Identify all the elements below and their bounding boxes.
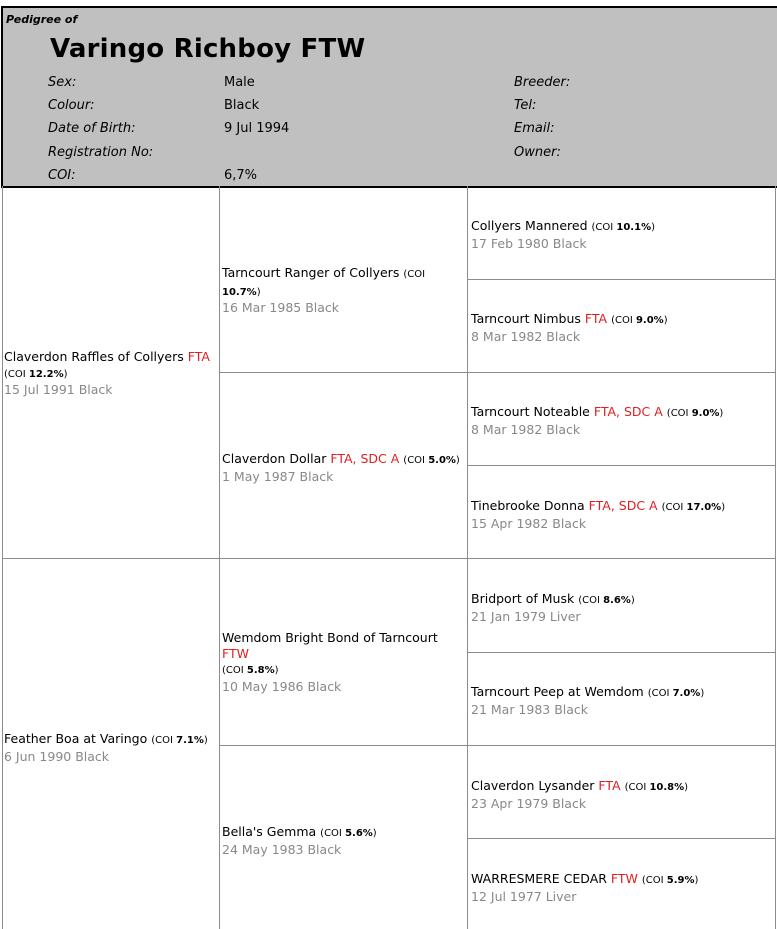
coi-percent: 8.6%: [603, 595, 631, 606]
tel-label: Tel:: [514, 98, 537, 113]
grid-line: [467, 465, 776, 466]
dob-colour: 10 May 1986 Black: [222, 678, 342, 694]
pedigree-entry-great-grandparent[interactable]: [471, 778, 773, 811]
dog-titles: FTA: [187, 349, 210, 364]
coi-prefix: (COI: [222, 665, 247, 676]
coi-percent: 9.0%: [635, 315, 664, 326]
pedigree-entry-grandparent[interactable]: [222, 265, 465, 316]
coi-info: [611, 315, 668, 326]
coi-prefix: (COI: [403, 455, 429, 466]
dog-name: Bella's Gemma: [222, 824, 317, 839]
dog-name-title: Varingo Richboy FTW: [50, 34, 366, 64]
pedigree-entry-great-grandparent[interactable]: [471, 871, 773, 904]
dob-colour: 24 May 1983 Black: [222, 841, 342, 857]
coi-prefix: (COI: [661, 502, 687, 513]
breeder-label: Breeder:: [514, 75, 571, 90]
dob-colour: 1 May 1987 Black: [222, 468, 334, 484]
coi-percent: 10.7%: [222, 286, 257, 298]
dob-colour: 8 Mar 1982 Black: [471, 421, 581, 437]
coi-suffix: ): [256, 286, 261, 298]
grid-line: [467, 279, 776, 280]
pedigree-entry-grandparent[interactable]: [222, 630, 465, 694]
dob-colour: 15 Apr 1982 Black: [471, 515, 587, 531]
dog-name: Bridport of Musk: [471, 591, 575, 606]
pedigree-entry-great-grandparent[interactable]: [471, 684, 773, 717]
pedigree-entry-great-grandparent[interactable]: [471, 404, 773, 437]
dog-titles: FTA, SDC A: [593, 404, 663, 419]
dob-colour: 16 Mar 1985 Black: [222, 300, 340, 315]
dob-colour: 21 Mar 1983 Black: [471, 701, 589, 717]
dog-titles: FTW: [610, 871, 638, 886]
coi-info: [662, 502, 726, 513]
coi-info: [4, 369, 68, 380]
sex-value: Male: [224, 75, 255, 90]
pedigree-entry-great-grandparent[interactable]: [471, 591, 773, 624]
grid-line: [2, 558, 776, 559]
dob-colour: 17 Feb 1980 Black: [471, 235, 587, 251]
coi-suffix: ): [372, 828, 377, 839]
coi-prefix: (COI: [624, 782, 650, 793]
pedigree-entry-grandparent[interactable]: [222, 824, 465, 857]
pedigree-entry-great-grandparent[interactable]: [471, 498, 773, 531]
colour-value: Black: [224, 98, 260, 113]
pedigree-header: [1, 6, 777, 188]
dob-colour: 6 Jun 1990 Black: [4, 748, 110, 764]
dog-titles: FTA: [584, 311, 608, 326]
grid-line: [467, 652, 776, 653]
coi-percent: 7.1%: [176, 735, 204, 746]
coi-prefix: (COI: [647, 688, 673, 699]
dob-colour: 21 Jan 1979 Liver: [471, 608, 581, 624]
coi-info: [642, 875, 699, 886]
coi-suffix: ): [455, 455, 460, 466]
coi-label: COI:: [48, 168, 76, 183]
sex-label: Sex:: [48, 75, 77, 90]
grid-line: [467, 838, 776, 839]
coi-percent: 7.0%: [672, 688, 701, 699]
coi-info: [222, 665, 279, 676]
dog-titles: FTW: [222, 645, 249, 661]
pedigree-entry-grandparent[interactable]: [222, 451, 465, 484]
dog-name: Tarncourt Ranger of Collyers: [222, 265, 400, 280]
coi-suffix: ): [663, 315, 668, 326]
dog-name: Tarncourt Peep at Wemdom: [471, 684, 644, 699]
pedigree-entry-dam[interactable]: [4, 731, 216, 764]
pedigree-entry-great-grandparent[interactable]: [471, 218, 773, 251]
coi-info: [667, 408, 724, 419]
coi-percent: 10.8%: [649, 782, 685, 793]
owner-label: Owner:: [514, 145, 561, 160]
coi-prefix: (COI: [4, 368, 29, 380]
coi-info: [320, 828, 377, 839]
coi-suffix: ): [721, 502, 726, 513]
dog-titles: FTA: [598, 778, 621, 793]
coi-suffix: ): [719, 408, 724, 419]
dog-name: Collyers Mannered: [471, 218, 588, 233]
dog-name: Feather Boa at Varingo: [4, 731, 148, 746]
coi-prefix: (COI: [611, 315, 636, 326]
header-caption: Pedigree of: [6, 13, 78, 26]
dog-name: Claverdon Dollar: [222, 451, 327, 466]
dog-name: Claverdon Raffles of Collyers: [4, 349, 184, 364]
registration-label: Registration No:: [48, 145, 154, 160]
dog-name: Tarncourt Nimbus: [471, 311, 581, 326]
coi-info: [625, 782, 689, 793]
grid-line: [219, 372, 776, 373]
dob-colour: 8 Mar 1982 Black: [471, 328, 581, 344]
coi-prefix: (COI: [591, 222, 617, 233]
coi-suffix: ): [203, 735, 208, 746]
coi-suffix: ): [630, 595, 635, 606]
dog-name: Claverdon Lysander: [471, 778, 595, 793]
dob-label: Date of Birth:: [48, 121, 136, 136]
coi-info: [648, 688, 705, 699]
coi-prefix: (COI: [403, 269, 426, 280]
coi-prefix: (COI: [151, 735, 177, 746]
colour-label: Colour:: [48, 98, 95, 113]
coi-percent: 5.0%: [428, 455, 456, 466]
coi-percent: 5.9%: [666, 875, 695, 886]
coi-prefix: (COI: [641, 875, 667, 886]
grid-line: [219, 745, 776, 746]
coi-suffix: ): [684, 782, 689, 793]
coi-suffix: ): [700, 688, 705, 699]
dob-value: 9 Jul 1994: [224, 121, 290, 136]
dog-name: Wemdom Bright Bond of Tarncourt: [222, 630, 438, 645]
coi-prefix: (COI: [666, 408, 692, 419]
coi-percent: 5.6%: [345, 828, 373, 839]
dog-name: Tinebrooke Donna: [471, 498, 585, 513]
coi-percent: 17.0%: [686, 502, 722, 513]
dog-name: Tarncourt Noteable: [471, 404, 590, 419]
coi-percent: 10.1%: [616, 222, 652, 233]
dog-titles: FTA, SDC A: [588, 498, 658, 513]
pedigree-entry-great-grandparent[interactable]: [471, 311, 773, 344]
coi-percent: 9.0%: [691, 408, 720, 419]
coi-value: 6,7%: [224, 168, 258, 183]
coi-suffix: ): [274, 665, 279, 676]
coi-percent: 5.8%: [246, 665, 275, 676]
coi-prefix: (COI: [578, 595, 604, 606]
coi-percent: 12.2%: [28, 368, 64, 380]
dob-colour: 15 Jul 1991 Black: [4, 382, 113, 397]
coi-info: [578, 595, 635, 606]
coi-info: [592, 222, 656, 233]
dog-titles: FTA, SDC A: [330, 451, 400, 466]
coi-suffix: ): [63, 368, 68, 380]
dog-name: WARRESMERE CEDAR: [471, 871, 607, 886]
coi-prefix: (COI: [320, 828, 346, 839]
coi-info: [403, 455, 460, 466]
dob-colour: 23 Apr 1979 Black: [471, 795, 587, 811]
email-label: Email:: [514, 121, 555, 136]
coi-suffix: ): [694, 875, 699, 886]
coi-suffix: ): [651, 222, 655, 233]
pedigree-entry-sire[interactable]: [4, 349, 216, 398]
dob-colour: 12 Jul 1977 Liver: [471, 888, 577, 904]
coi-info: [151, 735, 208, 746]
